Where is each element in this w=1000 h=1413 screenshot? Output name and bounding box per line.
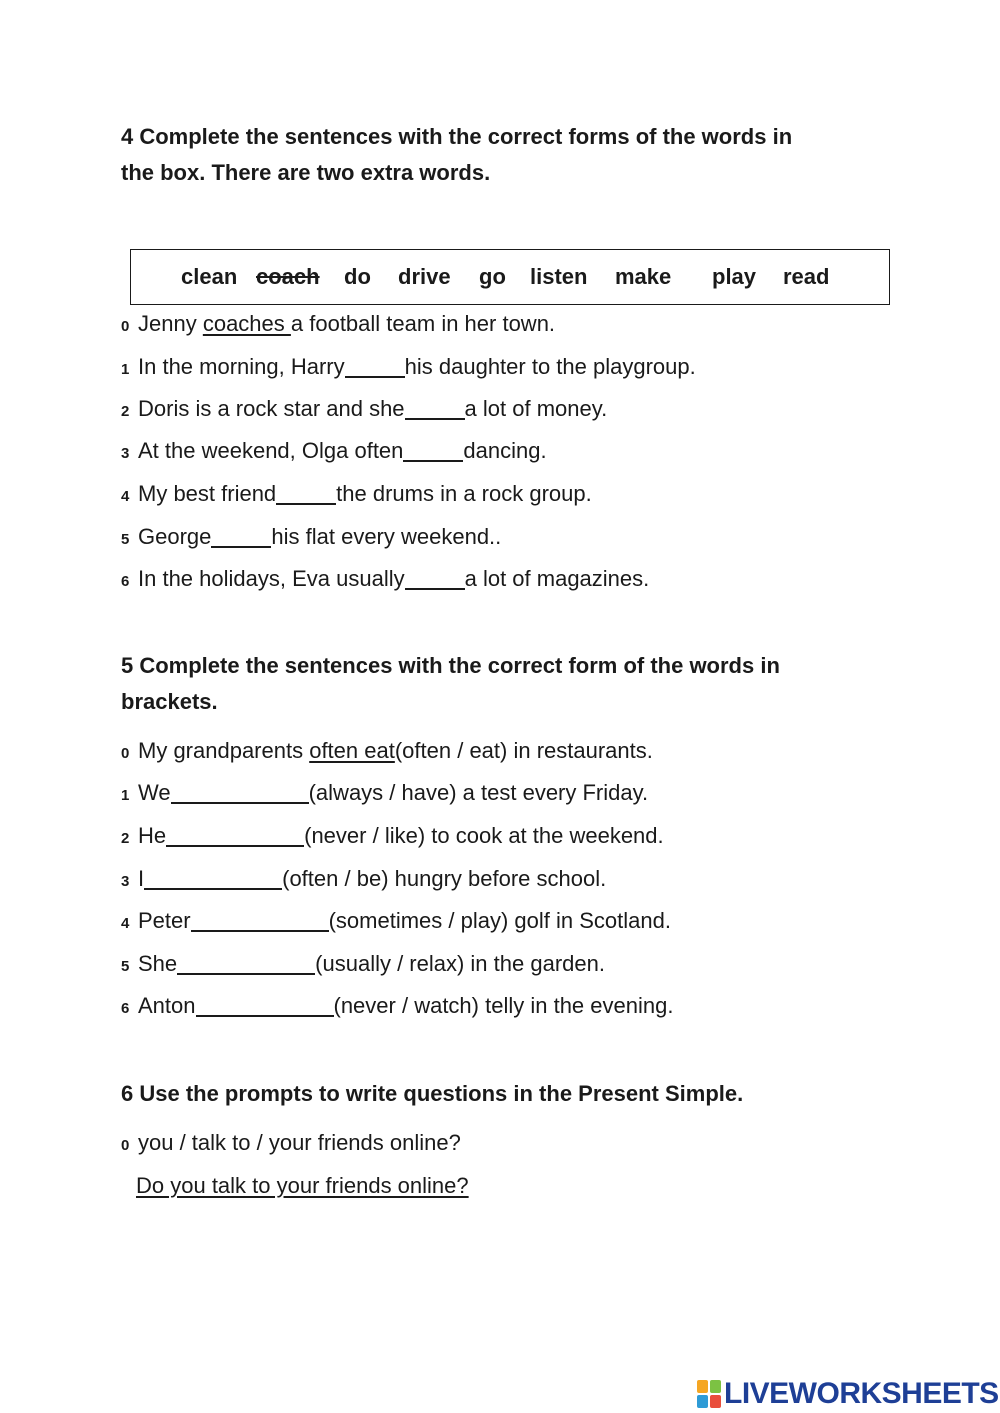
ex5-item-2: [121, 821, 664, 854]
ex4-item-1: [121, 352, 696, 385]
word-coach: coach: [256, 264, 320, 289]
word-read: read: [783, 264, 830, 289]
sentence-start: Doris is a rock star and she: [138, 396, 405, 421]
answer-blank[interactable]: [166, 823, 304, 847]
item-number: 4: [121, 915, 130, 932]
ex5-heading-line2: brackets.: [121, 689, 218, 714]
ex5-item-1: [121, 778, 648, 811]
sentence-end: his daughter to the playgroup.: [404, 354, 696, 379]
ex5-example: [121, 736, 653, 769]
item-number: 3: [121, 873, 130, 890]
item-number: 6: [121, 1000, 130, 1017]
item-number: 2: [121, 830, 130, 847]
ex5-item-3: [121, 864, 606, 897]
ex4-heading-line2: the box. There are two extra words.: [121, 160, 491, 185]
item-number: 4: [121, 488, 130, 505]
ex5-heading: [121, 648, 881, 720]
word-listen: listen: [530, 264, 588, 289]
sentence-end: the drums in a rock group.: [336, 481, 592, 506]
item-number: 0: [121, 1137, 130, 1154]
answer-blank[interactable]: [345, 354, 405, 378]
ex5-item-4: [121, 906, 671, 939]
logo-tile: [710, 1395, 721, 1408]
sentence-start: Jenny: [138, 311, 203, 336]
answer-blank[interactable]: [144, 866, 282, 890]
ex4-item-3: [121, 436, 547, 469]
answer-blank[interactable]: [405, 396, 465, 420]
ex5-heading-line1: 5 Complete the sentences with the correct form of the words in: [121, 653, 780, 678]
sentence-end: (often / eat) in restaurants.: [394, 738, 653, 763]
word-drive: drive: [398, 264, 451, 289]
logo-text: LIVEWORKSHEETS: [724, 1377, 999, 1410]
word-do: do: [344, 264, 371, 289]
word-go: go: [479, 264, 506, 289]
example-answer: Do you talk to your friends online?: [136, 1173, 469, 1198]
answer-blank[interactable]: [171, 780, 309, 804]
word-box: [130, 249, 890, 305]
item-number: 6: [121, 573, 130, 590]
item-number: 0: [121, 318, 130, 335]
sentence-end: his flat every weekend..: [271, 524, 502, 549]
example-answer: coaches: [202, 311, 291, 336]
item-number: 5: [121, 958, 130, 975]
ex6-heading: 6 Use the prompts to write questions in the Present Simple.: [121, 1081, 744, 1106]
item-number: 0: [121, 745, 130, 762]
ex5-item-5: [121, 949, 605, 982]
ex4-heading-line1: 4 Complete the sentences with the correct forms of the words in: [121, 124, 793, 149]
sentence-end: a lot of money.: [464, 396, 608, 421]
ex5-item-6: [121, 991, 673, 1024]
answer-blank[interactable]: [196, 993, 334, 1017]
answer-blank[interactable]: [191, 908, 329, 932]
sentence-start: In the holidays, Eva usually: [138, 566, 405, 591]
sentence-start: My grandparents: [138, 738, 310, 763]
ex4-item-6: [121, 564, 649, 597]
ex4-example: [121, 309, 555, 342]
ex4-heading: [121, 119, 881, 191]
logo-tile: [697, 1395, 708, 1408]
logo-icon: [697, 1380, 721, 1408]
liveworksheets-logo: [697, 1378, 999, 1410]
answer-blank[interactable]: [177, 951, 315, 975]
sentence-start: In the morning, Harry: [138, 354, 345, 379]
sentence-end: (never / watch) telly in the evening.: [333, 993, 674, 1018]
ex4-item-2: [121, 394, 607, 427]
item-number: 3: [121, 445, 130, 462]
ex6-example-answer: [136, 1171, 469, 1201]
sentence-end: a lot of magazines.: [464, 566, 650, 591]
item-number: 1: [121, 787, 130, 804]
word-clean: clean: [181, 264, 238, 289]
word-play: play: [712, 264, 757, 289]
item-number: 5: [121, 531, 130, 548]
sentence-end: (never / like) to cook at the weekend.: [304, 823, 664, 848]
answer-blank[interactable]: [405, 566, 465, 590]
sentence-start: George: [138, 524, 212, 549]
sentence-start: Anton: [138, 993, 196, 1018]
sentence-end: (always / have) a test every Friday.: [308, 780, 649, 805]
answer-blank[interactable]: [211, 524, 271, 548]
logo-tile: [697, 1380, 708, 1393]
ex6-example-prompt: [121, 1128, 461, 1161]
logo-tile: [710, 1380, 721, 1393]
sentence-start: We: [138, 780, 171, 805]
sentence-start: At the weekend, Olga often: [138, 438, 404, 463]
sentence-start: He: [138, 823, 167, 848]
sentence-end: a football team in her town.: [290, 311, 556, 336]
sentence-end: dancing.: [463, 438, 547, 463]
sentence-start: I: [138, 866, 145, 891]
ex4-item-5: [121, 522, 501, 555]
word-make: make: [615, 264, 672, 289]
prompt-text: you / talk to / your friends online?: [138, 1130, 461, 1155]
item-number: 2: [121, 403, 130, 420]
answer-blank[interactable]: [276, 481, 336, 505]
answer-blank[interactable]: [403, 438, 463, 462]
sentence-end: (usually / relax) in the garden.: [315, 951, 605, 976]
item-number: 1: [121, 361, 130, 378]
sentence-start: My best friend: [138, 481, 277, 506]
sentence-start: Peter: [138, 908, 191, 933]
ex4-item-4: [121, 479, 592, 512]
sentence-end: (sometimes / play) golf in Scotland.: [328, 908, 671, 933]
sentence-end: (often / be) hungry before school.: [282, 866, 607, 891]
example-answer: often eat: [309, 738, 395, 763]
sentence-start: She: [138, 951, 178, 976]
